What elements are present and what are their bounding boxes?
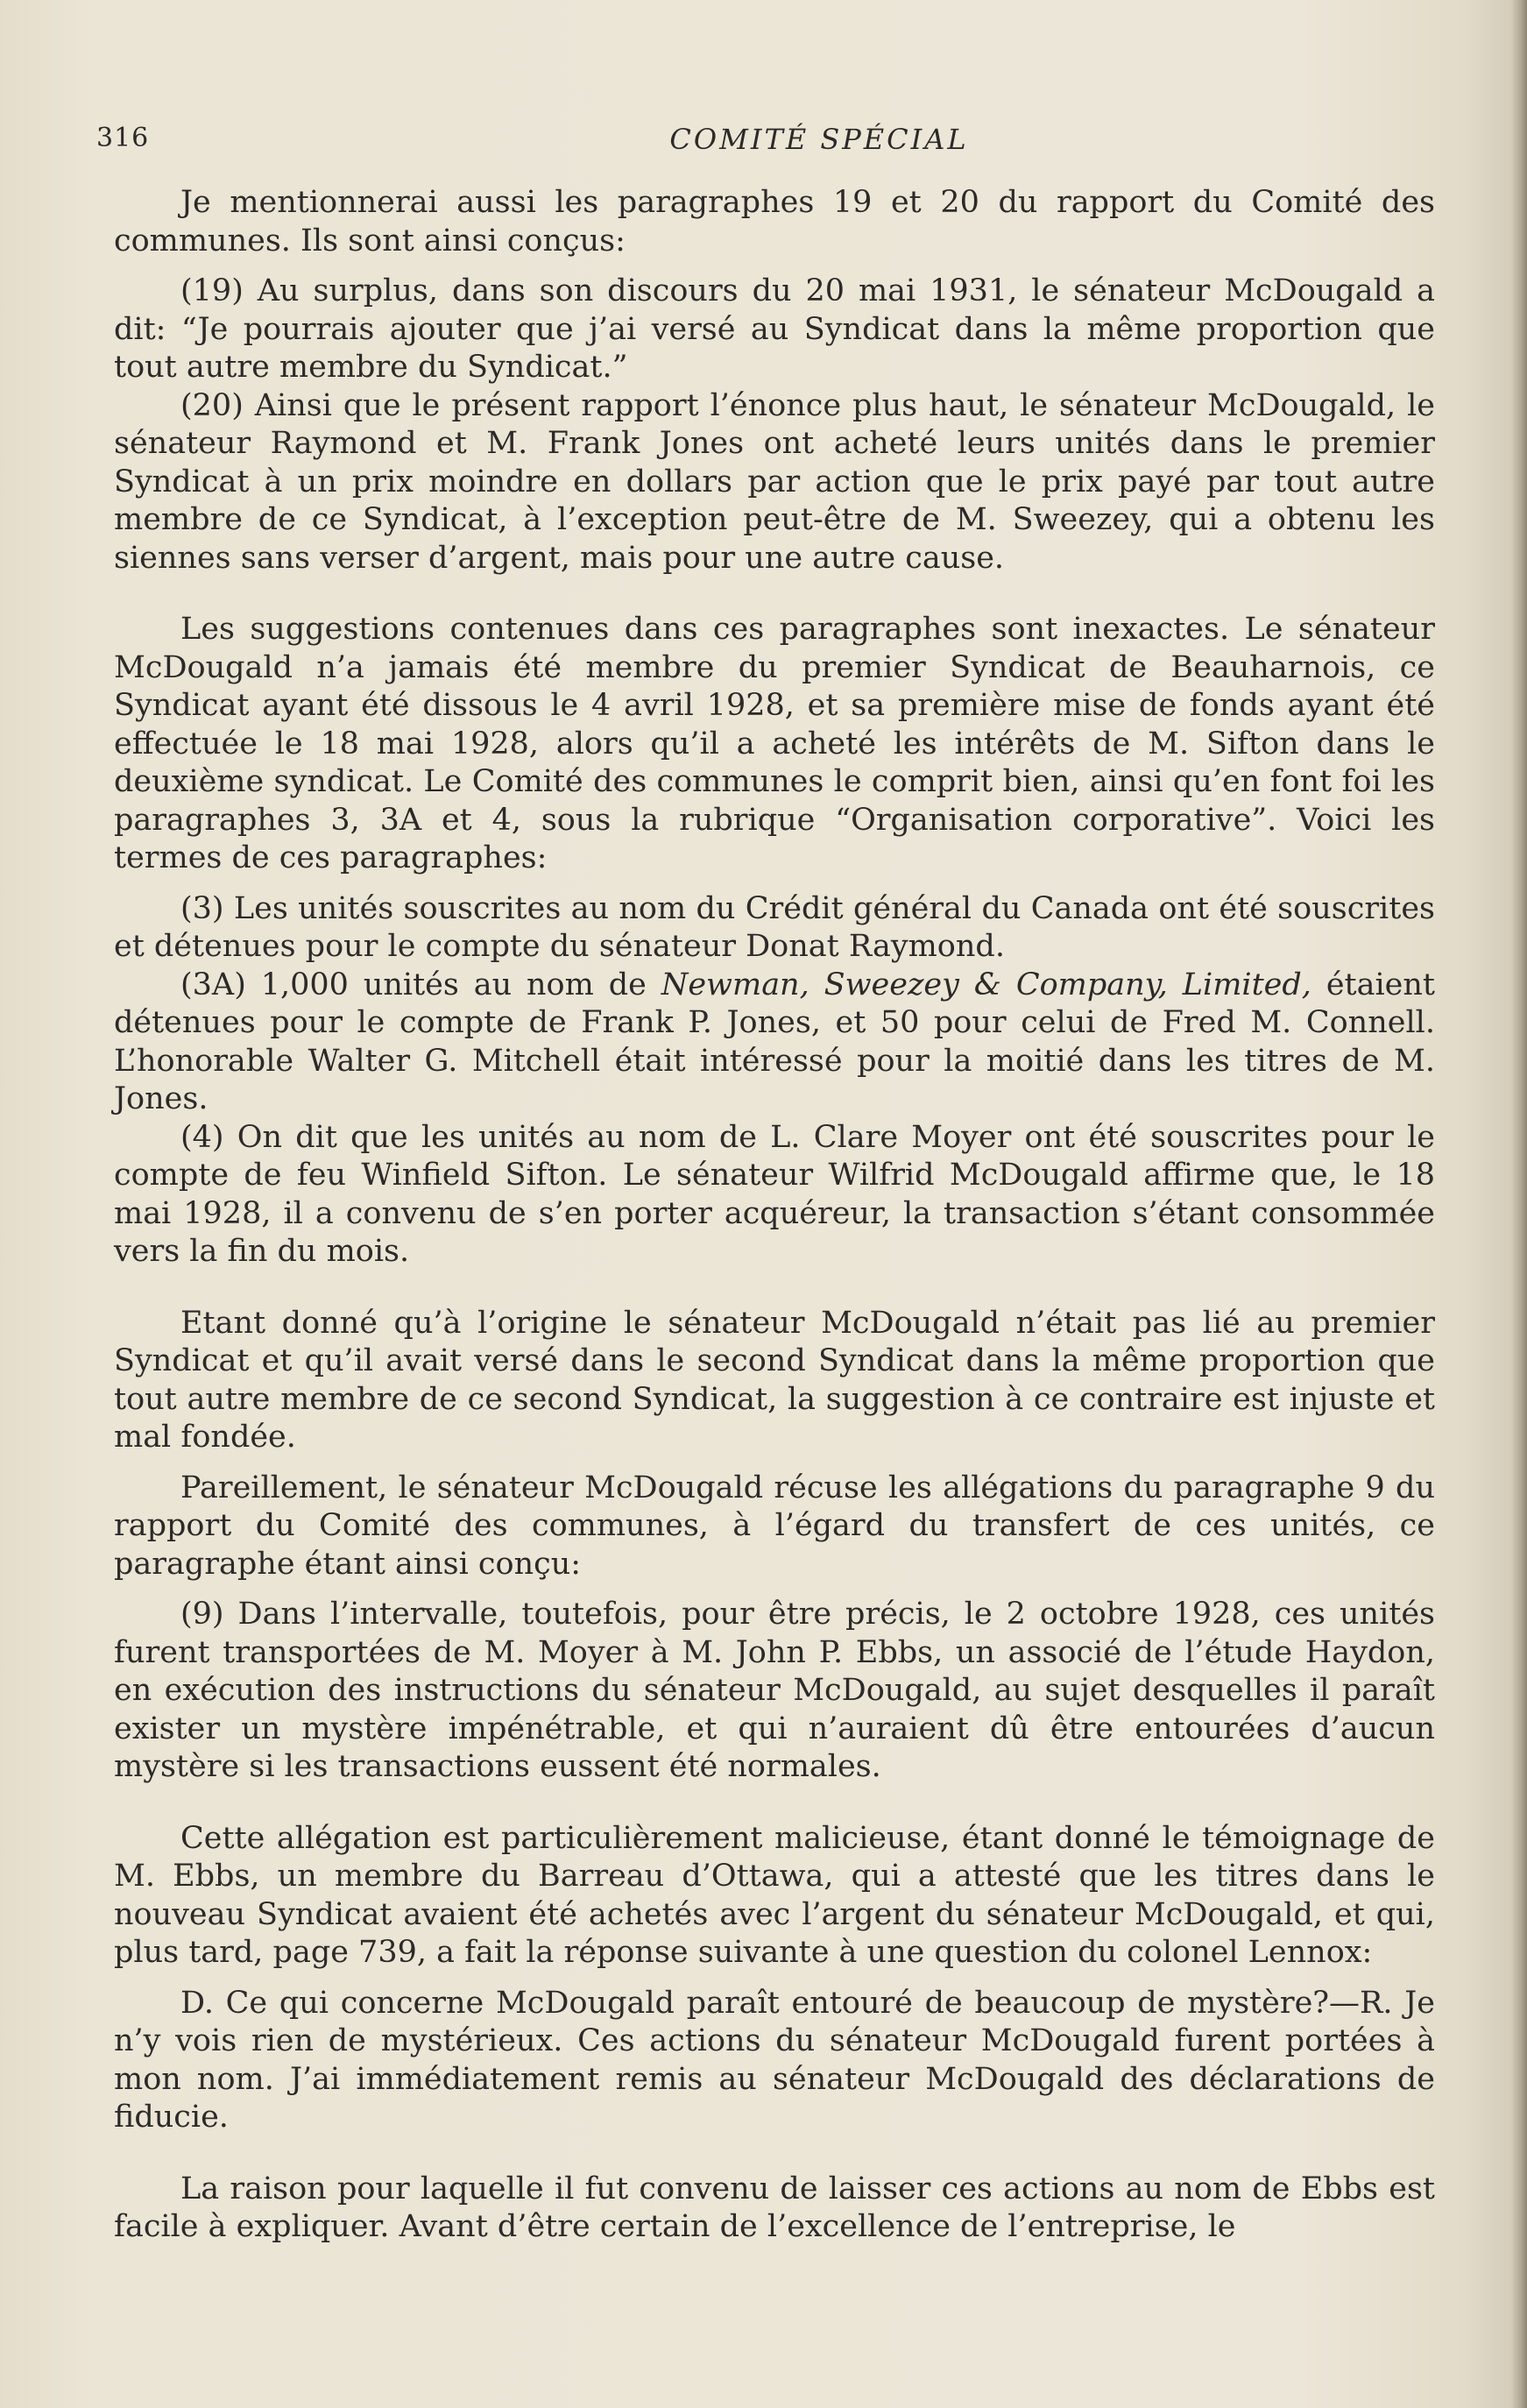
paragraph-pareillement: Pareillement, le sénateur McDougald récuse les allégations du paragraphe 9 du rapport du Comité des communes, à l’égard du transfert de ces unités, ce paragraphe étant ainsi conçu: [114, 1470, 1435, 1582]
quote-paragraph-3a [114, 967, 1435, 1119]
paragraph-etant-donne: Etant donné qu’à l’origine le sénateur McDougald n’était pas lié au premier Syndicat et qu’il avait versé dans le second Syndicat dans la même proportion que tout autre membre de ce second Syndicat, la suggestion à ce contraire est injuste et mal fondée. [114, 1305, 1435, 1455]
page-header [96, 123, 1463, 166]
quote-paragraph-9: (9) Dans l’intervalle, toutefois, pour être précis, le 2 octobre 1928, ces unités furent transportées de M. Moyer à M. John P. Ebbs, un associé de l’étude Haydon, en exécution des instructions du sénateur McDougald, au sujet desquelles il paraît exister un mystère impénétrable, et qui n’auraient dû être entourées d’aucun mystère si les transactions eussent été normales. [114, 1597, 1435, 1784]
paragraph-raison: La raison pour laquelle il fut convenu de laisser ces actions au nom de Ebbs est facile à expliquer. Avant d’être certain de l’excellence de l’entreprise, le [114, 2171, 1435, 2244]
quote-3a-start: (3A) 1,000 unités au nom de [180, 967, 661, 1002]
quote-paragraph-3: (3) Les unités souscrites au nom du Crédit général du Canada ont été souscrites et détenues pour le compte du sénateur Donat Raymond. [114, 890, 1435, 964]
quote-testimony: D. Ce qui concerne McDougald paraît entouré de beaucoup de mystère?—R. Je n’y vois rien de mystérieux. Ces actions du sénateur McDougald furent portées à mon nom. J’ai immédiatement remis au sénateur McDougald des déclarations de fiducie. [114, 1985, 1435, 2135]
quote-paragraph-20: (20) Ainsi que le présent rapport l’énonce plus haut, le sénateur McDougald, le sénateur Raymond et M. Frank Jones ont acheté leurs unités dans le premier Syndicat à un prix moindre en dollars par action que le prix payé par tout autre membre de ce Syndicat, à l’exception peut-être de M. Sweezey, qui a obtenu les siennes sans verser d’argent, mais pour une autre cause. [114, 387, 1435, 576]
paragraph-allegation: Cette allégation est particulièrement malicieuse, étant donné le témoignage de M. Ebbs, un membre du Barreau d’Ottawa, qui a attesté que les titres dans le nouveau Syndicat avaient été achetés avec l’argent du sénateur McDougald, et qui, plus tard, page 739, a fait la réponse suivante à une question du colonel Lennox: [114, 1820, 1435, 1970]
paragraph-intro: Je mentionnerai aussi les paragraphes 19 et 20 du rapport du Comité des communes. Ils sont ainsi conçus: [114, 185, 1435, 259]
quote-3a-end: étaient détenues pour le compte de Frank P. Jones, et 50 pour celui de Fred M. Connell. L’honorable Walter G. Mitchell était intéressé pour la moitié dans les titres de M. Jones. [114, 967, 1435, 1116]
paragraph-suggestions: Les suggestions contenues dans ces paragraphes sont inexactes. Le sénateur McDougald n’a jamais été membre du premier Syndicat de Beauharnois, ce Syndicat ayant été dissous le 4 avril 1928, et sa première mise de fonds ayant été effectuée le 18 mai 1928, alors qu’il a acheté les intérêts de M. Sifton dans le deuxième syndicat. Le Comité des communes le comprit bien, ainsi qu’en font foi les paragraphes 3, 3A et 4, sous la rubrique “Organisation corporative”. Voici les termes de ces paragraphes: [114, 612, 1435, 875]
page-number: 316 [96, 123, 150, 153]
company-name-italic: Newman, Sweezey & Company, Limited, [661, 967, 1311, 1002]
body-text [114, 184, 1435, 2247]
running-title: COMITÉ SPÉCIAL [669, 123, 969, 156]
quote-paragraph-4: (4) On dit que les unités au nom de L. Clare Moyer ont été souscrites pour le compte de feu Winfield Sifton. Le sénateur Wilfrid McDougald affirme que, le 18 mai 1928, il a convenu de s’en porter acquéreur, la transaction s’étant consommée vers la fin du mois. [114, 1119, 1435, 1269]
page-edge-shadow [1511, 0, 1527, 2408]
quote-paragraph-19: (19) Au surplus, dans son discours du 20 mai 1931, le sénateur McDougald a dit: “Je pourrais ajouter que j’ai versé au Syndicat dans la même proportion que tout autre membre du Syndicat.” [114, 273, 1435, 385]
